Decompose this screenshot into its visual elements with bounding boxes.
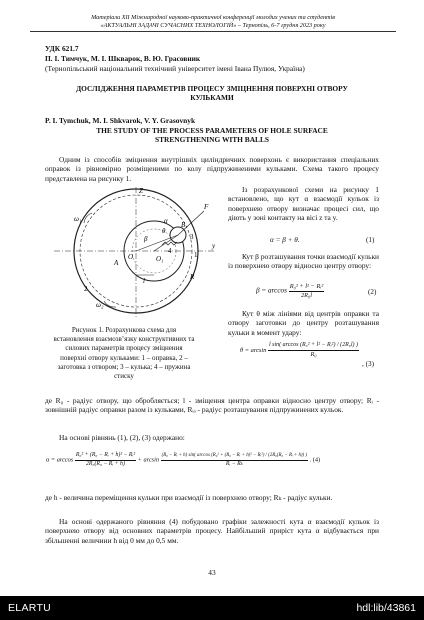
fig-label-alpha: α: [164, 217, 168, 225]
conclusion-paragraph: На основі одержаного рівняння (4) побудовано графіки залежності кута α взаємодії кульок із поверхнею отвору від основних параметрів процесу. Найбільший приріст кута α відбувається при збільшенні величини h від 0 мм до 0,5 мм.: [45, 517, 379, 545]
equation-2-numerator: R₀² + l² − Rᵢ²: [289, 283, 324, 290]
title-ua: ДОСЛІДЖЕННЯ ПАРАМЕТРІВ ПРОЦЕСУ ЗМІЦНЕННЯ ПОВЕРХНІ ОТВОРУ КУЛЬКАМИ: [76, 84, 348, 103]
right-col-paragraph-3: Кут θ між лініями від центрів оправки та отвору заготовки до центру розташування кульки в момент удару:: [228, 309, 379, 337]
equation-2-number: (2): [368, 288, 377, 296]
equation-4-fraction-1-numerator: R₀² + (R₀ − Rᵢ + h)² − Rᵢ²: [75, 452, 136, 461]
rotation-arc-2: [104, 301, 116, 307]
equation-3-lhs: θ = arcsin: [240, 346, 267, 354]
fig-label-4: 4: [168, 247, 172, 255]
fig-label-y: y: [212, 242, 216, 250]
fig-label-3: 3: [190, 233, 194, 241]
equation-4-fraction-2: [161, 452, 308, 468]
fig-label-2: 2: [84, 285, 88, 293]
header-line-2: «АКТУАЛЬНІ ЗАДАЧІ СУЧАСНИХ ТЕХНОЛОГІЙ» – Тернопіль, 6-7 грудня 2023 року: [100, 21, 326, 29]
page-number: 43: [208, 568, 216, 577]
fig-label-r: R: [190, 273, 195, 281]
equation-2-lhs: β = arccos: [256, 286, 287, 295]
equation-3-number: , (3): [362, 360, 374, 368]
footer-repository-name: ELARTU: [8, 602, 52, 614]
figure-1-caption: Рисунок 1. Розрахункова схема для встановлення взаємозв’язку конструктивних та силових параметрів процесу зміцнення поверхні отвору кульками: 1 – оправка, 2 – заготовка з отвором; 3 – кулька; 4 – пружина стиску: [53, 326, 195, 381]
right-col-paragraph-1: Із розрахункової схеми на рисунку 1 встановлено, що кут α взаємодії кульок із поверхнею отвору визначає процесі сил, що діють у зоні контакту на вісі z та y.: [228, 185, 379, 222]
fig-label-omega1: ω₁: [74, 215, 82, 223]
equation-4-fraction-2-denominator: Rᵢ − Rₖ: [225, 460, 243, 467]
header-rule: [30, 31, 396, 32]
equation-2-fraction: [289, 283, 325, 299]
equation-4-fraction-1-denominator: 2R₀(R₀ − Rᵢ + h): [86, 460, 125, 467]
fig-label-z: Z: [139, 187, 143, 195]
figure-1-diagram: [44, 183, 224, 321]
footer-handle-link[interactable]: hdl:lib/43861: [356, 602, 416, 614]
equation-4-plus: + arcsin: [137, 456, 160, 464]
definitions-paragraph-1: де R₀ - радіус отвору, що обробляється; l - зміщення центра оправки відносно центру отвору; Rᵢ - зовнішній радіус оправки разом із кульками, Rᵢₒ - радіус розташування підпружинених кульок.: [45, 396, 379, 415]
equation-4-fraction-1: [75, 452, 136, 468]
equation-3: [240, 342, 359, 358]
equation-1-number: (1): [366, 236, 375, 244]
fig-label-f: F: [204, 203, 209, 211]
fig-label-b: B: [181, 221, 186, 229]
equation-4: [46, 452, 380, 468]
fig-label-1: 1: [194, 251, 198, 259]
fig-label-beta: β: [144, 235, 148, 243]
fig-label-a: A: [114, 259, 119, 267]
authors-en: P. I. Tymchuk, M. I. Shkvarok, V. Y. Grasovnyk: [45, 116, 196, 125]
equation-4-number: . (4): [309, 456, 321, 464]
intro-paragraph: Одним із способів зміцнення внутрішніх циліндричних поверхонь є використання спеціальних оправок із рівномірно розміщеними по колу підпружиненими кульками. Схема такого процесу представлена на рисунку 1.: [45, 155, 379, 183]
equation-4-lhs: α = arccos: [46, 456, 74, 464]
title-en: THE STUDY OF THE PROCESS PARAMETERS OF HOLE SURFACE STRENGTHENING WITH BALLS: [96, 126, 328, 145]
equation-1: α = β + θ.: [270, 236, 300, 244]
fig-label-theta: θ: [162, 227, 166, 235]
equation-3-fraction: [268, 342, 359, 358]
fig-label-omega2: ω₂: [96, 301, 104, 309]
based-on-equations-text: На основі рівнянь (1), (2), (3) одержано:: [59, 433, 185, 442]
header-line-1: Матеріали XII Міжнародної науково-практичної конференції молодих учених та студентів: [91, 14, 335, 21]
equation-2-denominator: 2R₀l: [300, 291, 313, 299]
fig-label-o1: O₁: [156, 255, 164, 263]
equation-2: [256, 283, 324, 299]
equation-4-fraction-2-numerator: (R₀ − Rᵢ + h) sin( arccos (R₀² + (R₀ − Rᵢ + h)² − Rᵢ²) / (2R₀(R₀ − Rᵢ + h)) ): [161, 452, 308, 461]
fig-label-o: O: [128, 253, 134, 261]
udc: УДК 621.7: [45, 44, 79, 53]
repository-footer: [0, 596, 424, 620]
affiliation: (Тернопільський національний технічний університет імені Івана Пулюя, Україна): [45, 64, 305, 73]
definitions-paragraph-2: де h - величина переміщення кульки при взаємодії із поверхнею отвору; Rₖ - радіус кульки.: [45, 493, 333, 502]
running-header: [30, 14, 396, 29]
equation-3-denominator: R₀: [310, 350, 317, 358]
right-col-paragraph-2: Кут β розташування точки взаємодії кульки із поверхнею отвору відносно центру отвору:: [228, 252, 379, 271]
authors-ua: П. І. Тимчук, М. І. Шкварок, В. Ю. Грасовник: [45, 54, 201, 63]
fig-label-l: l: [143, 277, 145, 285]
equation-3-numerator: l sin( arccos (R₀² + l² − Rᵢ²) / (2R₀l) ): [268, 342, 359, 351]
